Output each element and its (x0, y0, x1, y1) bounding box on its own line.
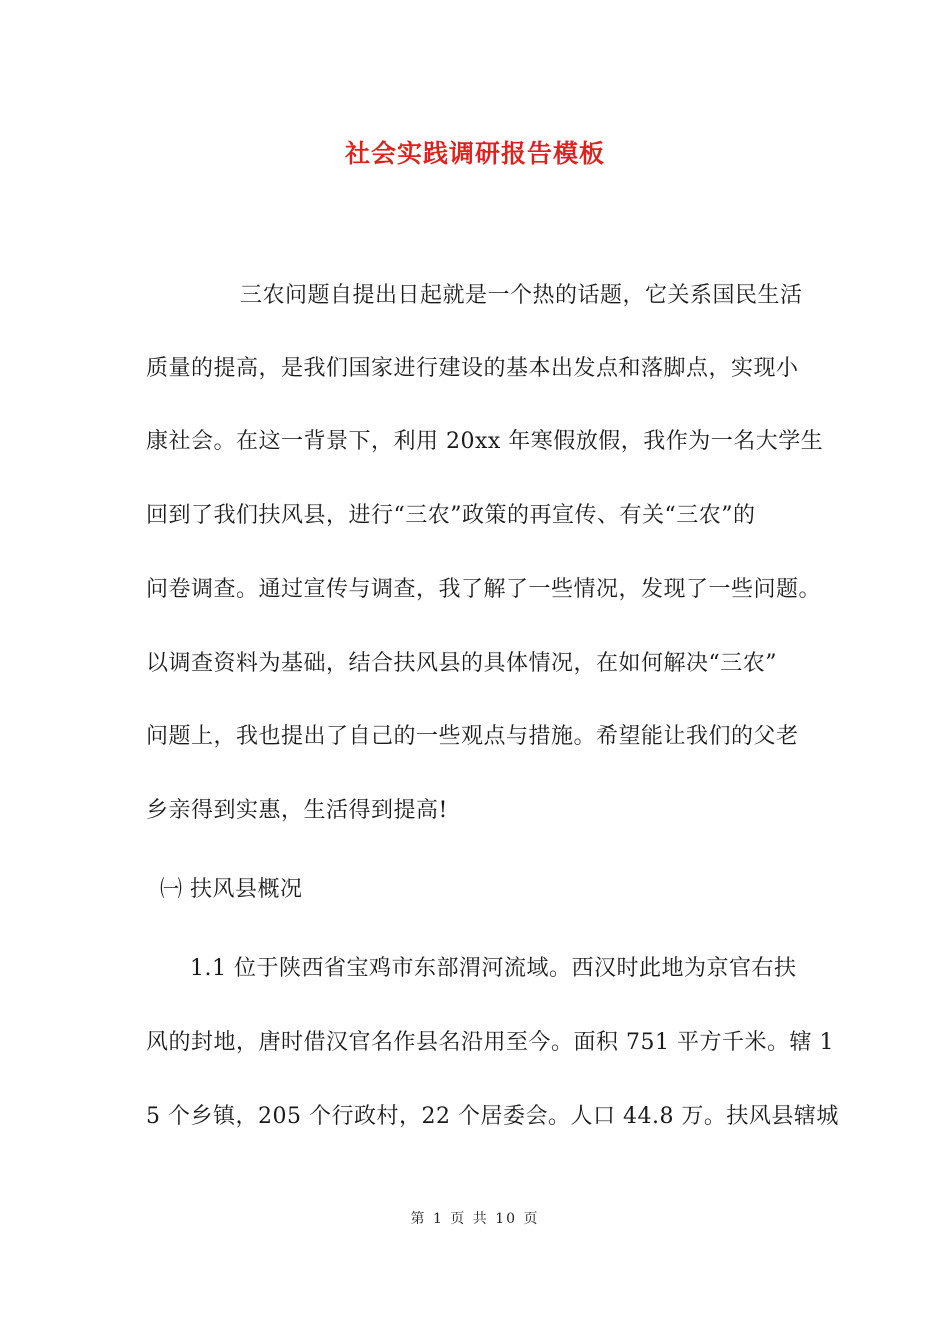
paragraph-line: 以调查资料为基础，结合扶风县的具体情况，在如何解决“三农” (146, 651, 777, 676)
paragraph-line: 1.1 位于陕西省宝鸡市东部渭河流域。西汉时此地为京官右扶 (190, 956, 797, 981)
paragraph-line: 康社会。在这一背景下，利用 20xx 年寒假放假，我作为一名大学生 (146, 429, 824, 454)
section-heading: ㈠ 扶风县概况 (160, 877, 303, 902)
paragraph-line: 风的封地，唐时借汉官名作县名沿用至今。面积 751 平方千米。辖 1 (146, 1030, 834, 1055)
paragraph-line: 乡亲得到实惠，生活得到提高! (146, 798, 448, 823)
page-footer: 第 1 页 共 10 页 (410, 1211, 540, 1227)
paragraph-line: 问题上，我也提出了自己的一些观点与措施。希望能让我们的父老 (146, 724, 799, 749)
paragraph-line: 三农问题自提出日起就是一个热的话题，它关系国民生活 (240, 283, 803, 308)
paragraph-line: 回到了我们扶风县，进行“三农”政策的再宣传、有关“三农”的 (146, 503, 756, 528)
paragraph-line: 5 个乡镇，205 个行政村，22 个居委会。人口 44.8 万。扶风县辖城 (146, 1104, 839, 1129)
paragraph-line: 质量的提高，是我们国家进行建设的基本出发点和落脚点，实现小 (146, 356, 799, 381)
paragraph-line: 问卷调查。通过宣传与调查，我了解了一些情况，发现了一些问题。 (146, 577, 822, 602)
document-title: 社会实践调研报告模板 (344, 139, 605, 168)
